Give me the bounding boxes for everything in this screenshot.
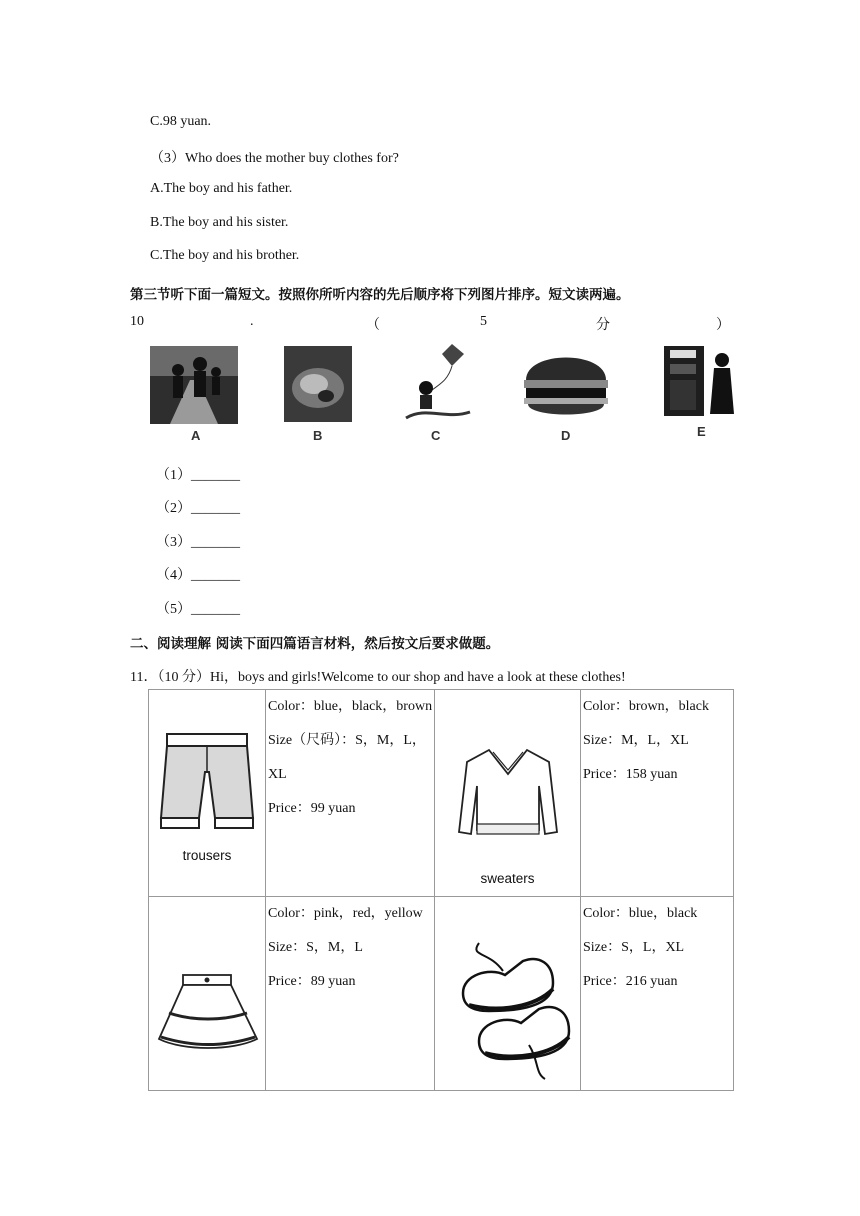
sweater-info [581, 690, 734, 897]
skirt-price: Price：89 yuan [268, 974, 356, 989]
dark-food-photo [284, 340, 352, 427]
sweater-caption: sweaters [480, 871, 535, 886]
q11-intro: 11．（10 分）Hi，boys and girls!Welcome to our shop and have a look at these clothes! [130, 670, 626, 685]
picture-label-d: D [561, 428, 571, 443]
sneakers-info [581, 897, 734, 1091]
sweater-icon [453, 746, 563, 842]
trousers-caption: trousers [182, 848, 232, 863]
skirt-icon [153, 973, 263, 1057]
answer-blank-5: （5）_______ [156, 602, 240, 617]
picture-label-c: C [431, 428, 441, 443]
kite-kid-drawing [396, 340, 476, 429]
skirt-cell [149, 897, 266, 1091]
score-paren-close: ） [716, 318, 730, 333]
picture-label-b: B [313, 428, 323, 443]
clothes-table [148, 689, 734, 1091]
part2-heading: 二、阅读理解 阅读下面四篇语言材料，然后按文后要求做题。 [130, 636, 500, 652]
answer-blank-2: （2）_______ [156, 501, 240, 516]
trousers-info [266, 690, 435, 897]
sweater-cell [435, 690, 581, 897]
people-walking-photo [150, 340, 238, 431]
sneakers-price: Price：216 yuan [583, 974, 678, 989]
answer-blank-3: （3）_______ [156, 535, 240, 550]
answer-blank-4: （4）_______ [156, 568, 240, 583]
skirt-size: Size：S，M，L [268, 940, 363, 955]
skirt-info [266, 897, 435, 1091]
question-number: 10 [130, 314, 144, 329]
score-paren-open: （ [366, 318, 380, 333]
question-dot: . [250, 314, 254, 329]
score-unit: 分 [596, 318, 610, 333]
option-b: B.The boy and his sister. [150, 215, 289, 230]
option-a: A.The boy and his father. [150, 181, 293, 196]
sweater-size: Size：M，L，XL [583, 733, 689, 748]
question-3: （3）Who does the mother buy clothes for? [150, 151, 399, 166]
trousers-size: Size（尺码）：S，M，L， [268, 733, 426, 748]
trousers-price: Price：99 yuan [268, 801, 356, 816]
trousers-size-cont: XL [268, 767, 287, 782]
hamburger-photo [522, 340, 610, 427]
section3-heading: 第三节听下面一篇短文。按照你所听内容的先后顺序将下列图片排序。短文读两遍。 [130, 287, 630, 303]
sweater-price: Price：158 yuan [583, 767, 678, 782]
trousers-cell [149, 690, 266, 897]
sweater-color: Color：brown，black [583, 699, 709, 714]
option-c: C.The boy and his brother. [150, 248, 300, 263]
sneakers-color: Color：blue，black [583, 906, 698, 921]
skirt-color: Color：pink，red，yellow [268, 906, 423, 921]
sneakers-cell [435, 897, 581, 1091]
sneakers-icon [449, 941, 573, 1081]
shop-sale-photo [660, 340, 740, 425]
trousers-icon [153, 732, 261, 832]
picture-label-e: E [697, 424, 706, 439]
trousers-color: Color：blue，black，brown [268, 699, 433, 714]
score-value: 5 [480, 314, 487, 329]
option-c-price: C.98 yuan. [150, 114, 212, 129]
picture-label-a: A [191, 428, 201, 443]
answer-blank-1: （1）_______ [156, 468, 240, 483]
sneakers-size: Size：S，L，XL [583, 940, 685, 955]
